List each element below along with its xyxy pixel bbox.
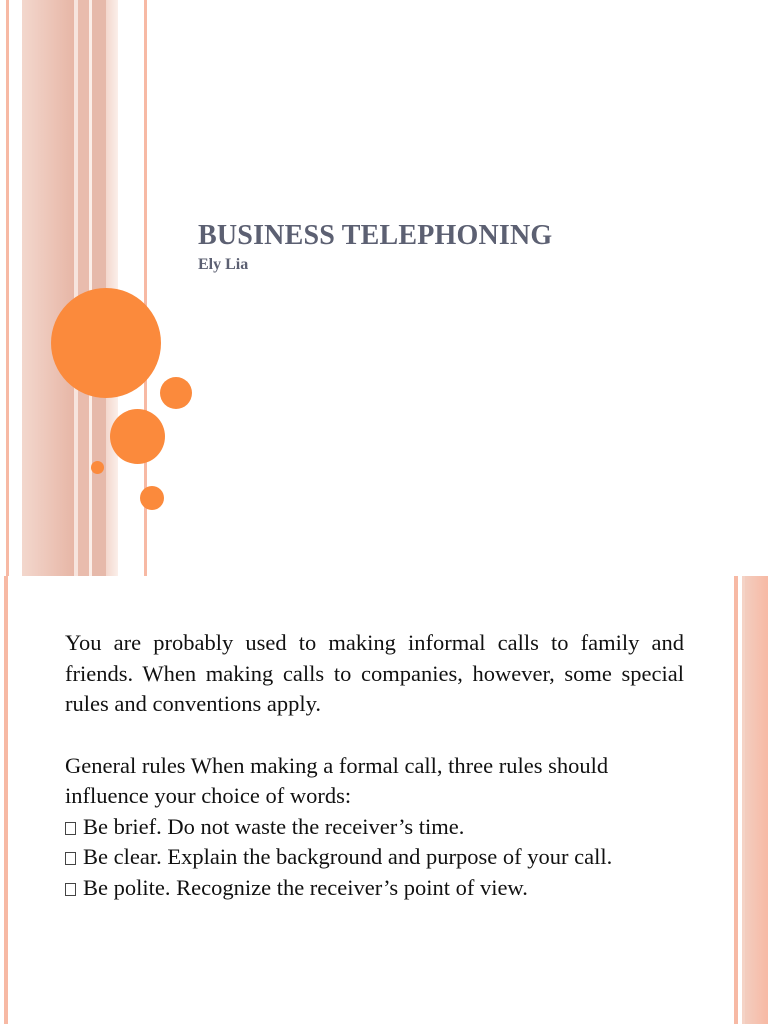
intro-paragraph: You are probably used to making informal calls to family and friends. When making calls to companies, however, some special rules and conventions apply. (65, 630, 684, 716)
bullet-box-icon (65, 822, 76, 835)
slide-body (65, 628, 684, 903)
decor-circle (140, 486, 164, 510)
decor-band (734, 576, 738, 1024)
bullet-text: Be polite. Recognize the receiver’s point of view. (83, 874, 528, 900)
slide-subtitle: Ely Lia (198, 256, 249, 273)
decor-circle (160, 377, 192, 409)
paragraph-gap (65, 720, 684, 751)
bullet-item (65, 842, 684, 873)
bullet-box-icon (65, 883, 76, 896)
slide-title: BUSINESS TELEPHONING (198, 220, 553, 251)
decor-stripe (4, 576, 8, 1024)
bullet-box-icon (65, 852, 76, 865)
bullet-text: Be brief. Do not waste the receiver’s time. (83, 813, 465, 839)
decor-stripe (6, 0, 9, 576)
decor-circle-small (91, 461, 104, 474)
bullet-item (65, 812, 684, 843)
decor-circle-large (51, 288, 161, 398)
decor-band (78, 0, 89, 576)
slide-2 (0, 576, 768, 1024)
decor-band (745, 576, 768, 1024)
bullet-text: Be clear. Explain the background and purpose of your call. (83, 844, 613, 869)
decor-circle (110, 409, 165, 464)
decor-band (22, 0, 74, 576)
rules-intro: General rules When making a formal call, three rules should influence your choice of words: (65, 752, 609, 808)
title-block (198, 220, 552, 274)
bullet-item (65, 873, 684, 904)
